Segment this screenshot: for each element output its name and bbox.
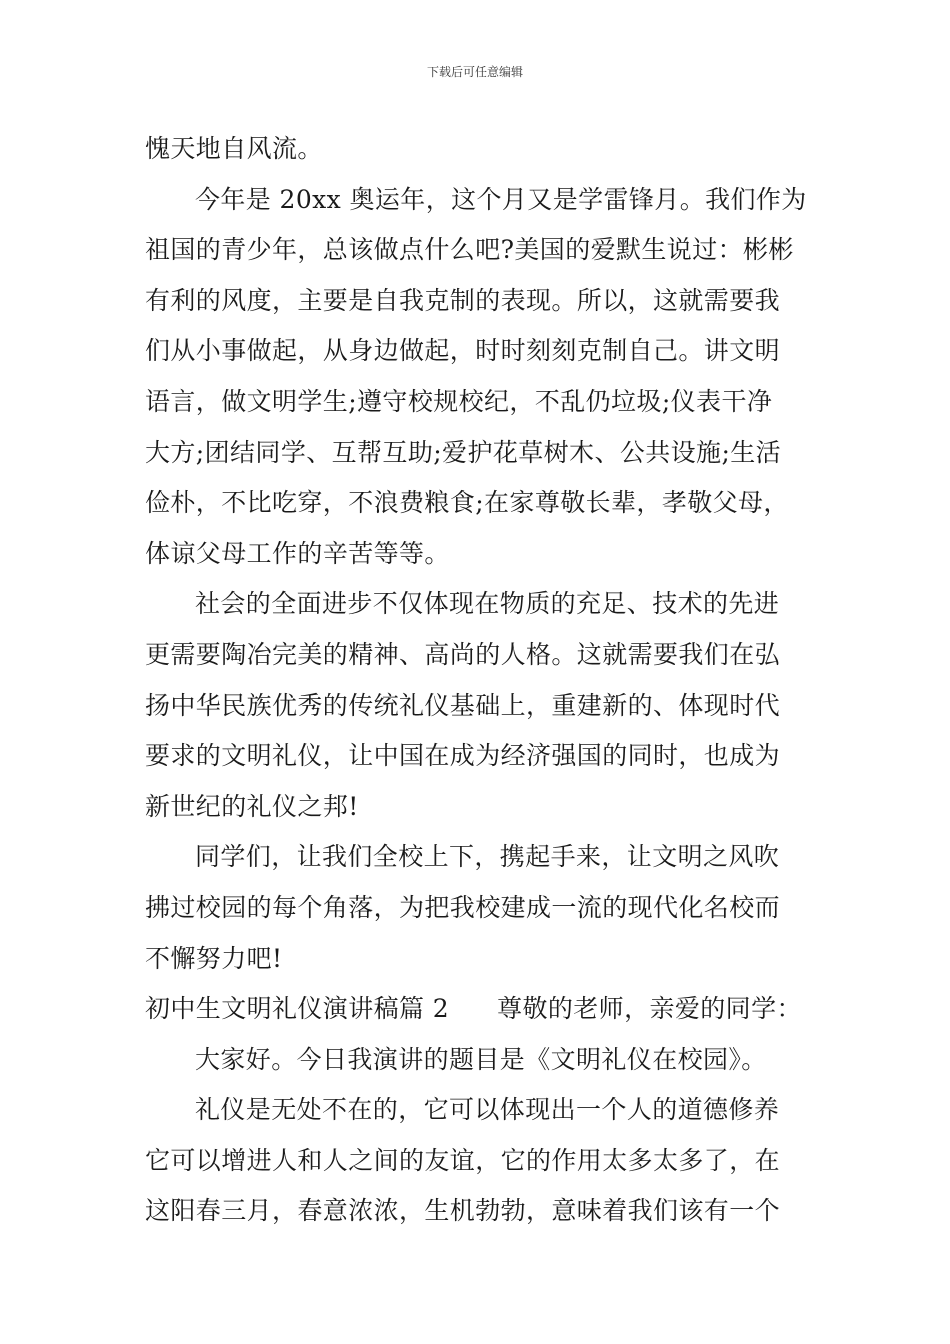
text-line: 祖国的青少年，总该做点什么吧?美国的爱默生说过：彬彬 [145,235,794,265]
text-line: 们从小事做起，从身边做起，时时刻刻克制自己。讲文明 [145,336,781,366]
text-line: 这阳春三月，春意浓浓，生机勃勃，意味着我们该有一个 [145,1196,781,1226]
paragraph-first-line: 今年是 20xx 奥运年，这个月又是学雷锋月。我们作为 [195,184,807,214]
text-line: 大方;团结同学、互帮互助;爱护花草树木、公共设施;生活 [145,437,782,467]
text-line: 新世纪的礼仪之邦! [145,791,359,821]
text-line: 愧天地自风流。 [145,134,323,163]
text-line: 语言，做文明学生;遵守校规校纪，不乱仍垃圾;仪表干净 [145,386,773,416]
text-line: 更需要陶冶完美的精神、高尚的人格。这就需要我们在弘 [145,639,781,669]
text-line: 有利的风度，主要是自我克制的表现。所以，这就需要我 [145,285,781,315]
text-line: 拂过校园的每个角落，为把我校建成一流的现代化名校而 [145,892,781,922]
paragraph-first-line: 礼仪是无处不在的，它可以体现出一个人的道德修养 [195,1095,780,1125]
text-line: 俭朴，不比吃穿，不浪费粮食;在家尊敬长辈，孝敬父母， [145,488,789,518]
page-header-note: 下载后可任意编辑 [426,65,523,79]
paragraph-first-line: 同学们，让我们全校上下，携起手来，让文明之风吹 [195,842,780,872]
section-title: 初中生文明礼仪演讲稿篇 2 [145,994,450,1024]
text-line: 体谅父母工作的辛苦等等。 [145,538,450,568]
text-line: 要求的文明礼仪，让中国在成为经济强国的同时，也成为 [145,741,781,771]
document-body [145,124,810,1237]
section-heading-line [145,984,810,1035]
paragraph-first-line: 社会的全面进步不仅体现在物质的充足、技术的先进 [195,589,780,619]
text-line: 扬中华民族优秀的传统礼仪基础上，重建新的、体现时代 [145,690,781,720]
section-greeting: 尊敬的老师，亲爱的同学： [497,994,802,1024]
text-line: 它可以增进人和人之间的友谊，它的作用太多太多了，在 [145,1145,781,1175]
text-line: 不懈努力吧! [145,943,283,973]
paragraph-first-line: 大家好。今日我演讲的题目是《文明礼仪在校园》。 [195,1044,767,1074]
